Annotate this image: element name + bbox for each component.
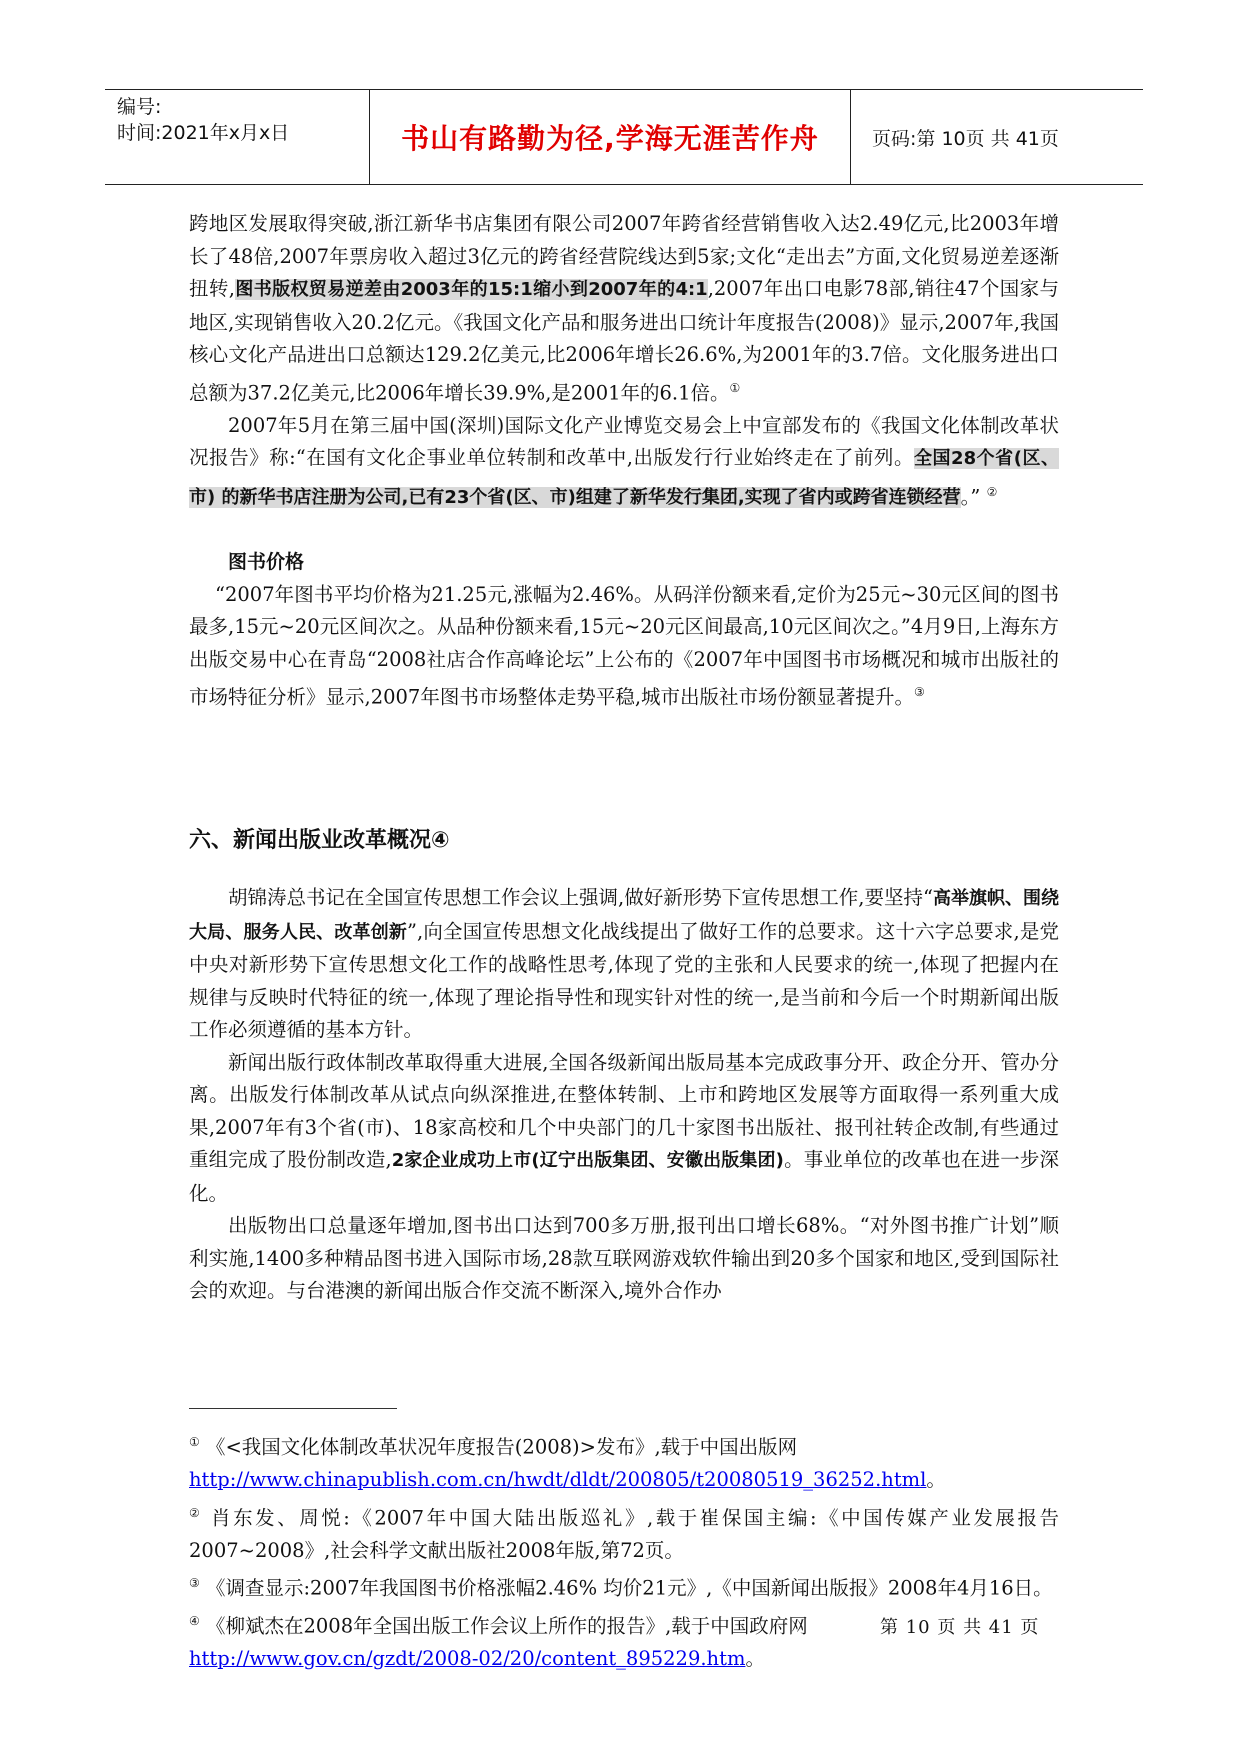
document-number-label: 编号:	[117, 96, 162, 118]
footnote-ref[interactable]: ②	[986, 484, 998, 499]
footnote-separator	[189, 1408, 397, 1409]
paragraph-6: 出版物出口总量逐年增加,图书出口达到700多万册,报刊出口增长68%。“对外图书推广计划”顺利实施,1400多种精品图书进入国际市场,28款互联网游戏软件输出到20多个国家和地区,受到国际社会的欢迎。与台港澳的新闻出版合作交流不断深入,境外合作办	[189, 1214, 1059, 1302]
document-time-label: 时间:2021年x月x日	[117, 122, 290, 144]
document-body	[189, 208, 1059, 1308]
bold-text: 高举旗帜、围绕大局、服务人民、改革创新	[189, 888, 1060, 943]
page-header	[105, 89, 1143, 185]
header-page-code: 页码:第 10页 共 41页	[872, 127, 1059, 150]
footnote-link[interactable]: http://www.gov.cn/gzdt/2008-02/20/content_895229.htm	[189, 1647, 746, 1670]
bold-text: 2家企业成功上市(辽宁出版集团、安徽出版集团)	[391, 1150, 784, 1171]
footnote-1: ① 《<我国文化体制改革状况年度报告(2008)>发布》,载于中国出版网 http://www.chinapublish.com.cn/hwdt/dldt/200805/t20080519_36252.html。	[189, 1435, 946, 1491]
footnote-2: ② 肖东发、周悦:《2007年中国大陆出版巡礼》,载于崔保国主编:《中国传媒产业发展报告2007~2008》,社会科学文献出版社2008年版,第72页。	[189, 1505, 1059, 1562]
paragraph-5: 新闻出版行政体制改革取得重大进展,全国各级新闻出版局基本完成政事分开、政企分开、管办分离。出版发行体制改革从试点向纵深推进,在整体转制、上市和跨地区发展等方面取得一系列重大成果,2007年有3个省(市)、18家高校和几个中央部门的几十家图书出版社、报刊社转企改制,有些通过重组完成了股份制改造,2家企业成功上市(辽宁出版集团、安徽出版集团)。事业单位的改革也在进一步深化。	[189, 1050, 1059, 1205]
subheading-book-price: 图书价格	[228, 550, 305, 573]
footnote-3: ③ 《调查显示:2007年我国图书价格涨幅2.46% 均价21元》,《中国新闻出版报》2008年4月16日。	[189, 1576, 1053, 1600]
footnote-4: ④ 《柳斌杰在2008年全国出版工作会议上所作的报告》,载于中国政府网 http://www.gov.cn/gzdt/2008-02/20/content_895229.htm。	[189, 1614, 808, 1670]
section-heading: 六、新闻出版业改革概况④	[189, 828, 450, 853]
paragraph-2: 2007年5月在第三届中国(深圳)国际文化产业博览交易会上中宣部发布的《我国文化体制改革状况报告》称:“在国有文化企事业单位转制和改革中,出版发行行业始终走在了前列。全国28个省(区、市) 的新华书店注册为公司,已有23个省(区、市)组建了新华发行集团,实现了省内或跨省连锁经营。” ②	[189, 413, 1059, 508]
header-meta	[117, 90, 367, 188]
header-motto-cell	[369, 90, 851, 184]
page-footer: 第 10 页 共 41 页	[880, 1617, 1040, 1638]
paragraph-3: “2007年图书平均价格为21.25元,涨幅为2.46%。从码洋份额来看,定价为25元~30元区间的图书最多,15元~20元区间次之。从品种份额来看,15元~20元区间最高,10元区间次之。”4月9日,上海东方出版交易中心在青岛“2008社店合作高峰论坛”上公布的《2007年中国图书市场概况和城市出版社的市场特征分析》显示,2007年图书市场整体走势平稳,城市出版社市场份额显著提升。③	[189, 582, 1059, 709]
paragraph-1: 跨地区发展取得突破,浙江新华书店集团有限公司2007年跨省经营销售收入达2.49亿元,比2003年增长了48倍,2007年票房收入超过3亿元的跨省经营院线达到5家;文化“走出去”方面,文化贸易逆差逐渐扭转,图书版权贸易逆差由2003年的15:1缩小到2007年的4:1,2007年出口电影78部,销往47个国家与地区,实现销售收入20.2亿元。《我国文化产品和服务进出口统计年度报告(2008)》显示,2007年,我国核心文化产品进出口总额达129.2亿美元,比2006年增长26.6%,为2001年的3.7倍。文化服务进出口总额为37.2亿美元,比2006年增长39.9%,是2001年的6.1倍。①	[189, 212, 1059, 404]
paragraph-4: 胡锦涛总书记在全国宣传思想工作会议上强调,做好新形势下宣传思想工作,要坚持“高举旗帜、围绕大局、服务人民、改革创新”,向全国宣传思想文化战线提出了做好工作的总要求。这十六字总要求,是党中央对新形势下宣传思想文化工作的战略性思考,体现了党的主张和人民要求的统一,体现了把握内在规律与反映时代特征的统一,体现了理论指导性和现实针对性的统一,是当前和今后一个时期新闻出版工作必须遵循的基本方针。	[189, 886, 1060, 1041]
footnote-ref[interactable]: ①	[729, 380, 741, 395]
highlight-text: 全国28个省(区、市) 的新华书店注册为公司,已有23个省(区、市)组建了新华发行集团,实现了省内或跨省连锁经营	[189, 448, 1059, 508]
footnote-ref[interactable]: ③	[914, 685, 925, 699]
footnote-link[interactable]: http://www.chinapublish.com.cn/hwdt/dldt/200805/t20080519_36252.html	[189, 1468, 927, 1491]
highlight-text: 图书版权贸易逆差由2003年的15:1缩小到2007年的4:1	[234, 279, 708, 300]
header-motto: 书山有路勤为径,学海无涯苦作舟	[401, 122, 819, 155]
